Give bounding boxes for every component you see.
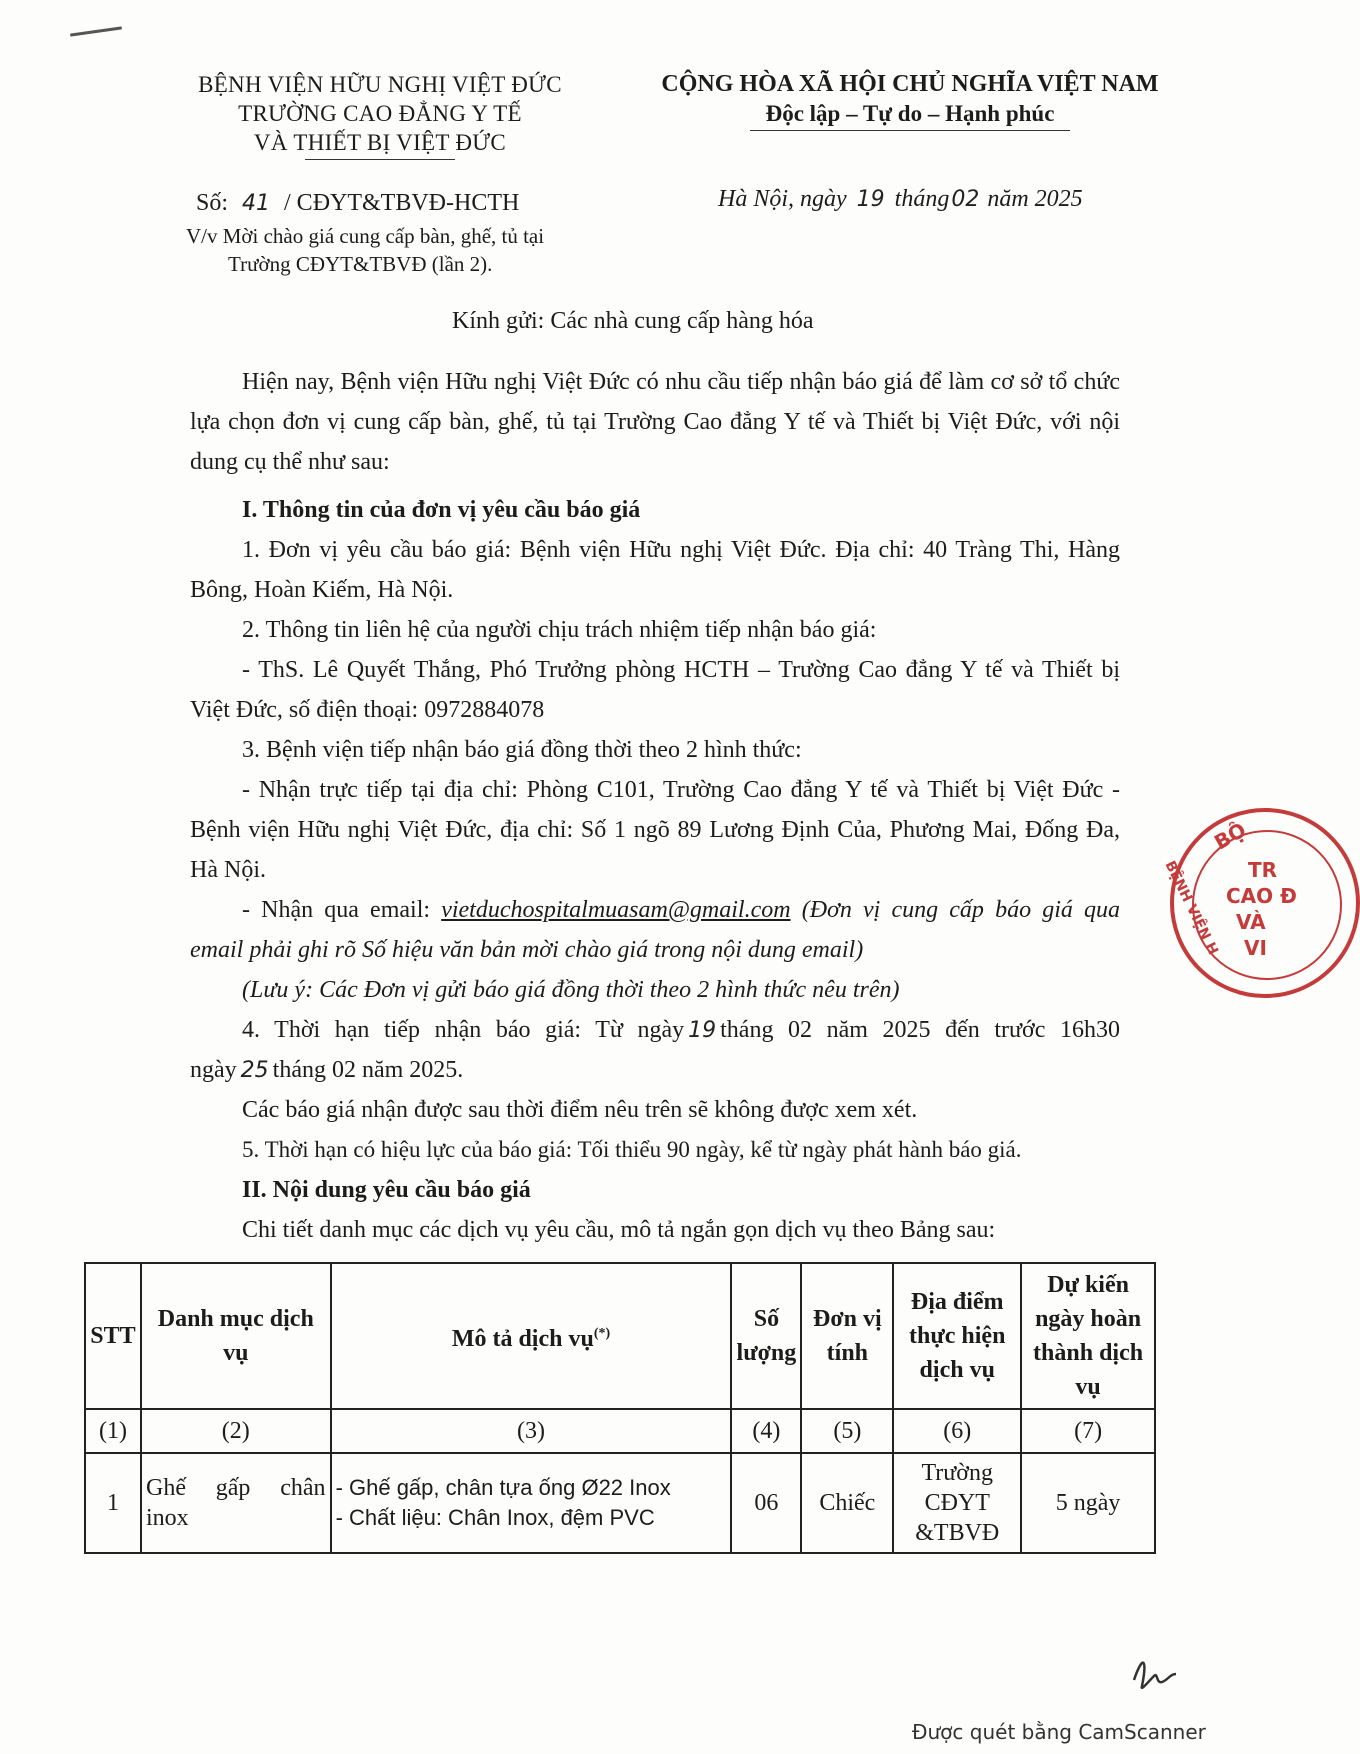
- section-2-title: II. Nội dung yêu cầu báo giá: [242, 1177, 531, 1203]
- stamp-text-1: BỘ: [1210, 817, 1251, 855]
- item-3-direct: - Nhận trực tiếp tại địa chỉ: Phòng C101, Trường Cao đẳng Y tế và Thiết bị Việt Đức - Bệnh viện Hữu nghị Việt Đức, địa chỉ: Số 1 ngõ 89 Lương Định Của, Phương Mai, Đống Đa, Hà Nội.: [190, 777, 1120, 883]
- motto-underline: [750, 130, 1070, 131]
- national-header: [640, 70, 1180, 131]
- issuer-header: [175, 70, 585, 160]
- item-3: 3. Bệnh viện tiếp nhận báo giá đồng thời theo 2 hình thức:: [242, 737, 802, 763]
- date-day-handwritten: 19: [856, 187, 885, 212]
- item-4-day-1: 19: [688, 1018, 717, 1043]
- item-2-detail: - ThS. Lê Quyết Thắng, Phó Trưởng phòng HCTH – Trường Cao đẳng Y tế và Thiết bị Việt Đức, số điện thoại: 0972884078: [190, 657, 1120, 723]
- header-category: Danh mục dịch vụ: [141, 1263, 331, 1409]
- col-number-7: (7): [1021, 1409, 1155, 1453]
- item-4-line-1: [190, 1010, 1120, 1051]
- row-description-line-2: - Chất liệu: Chân Inox, đệm PVC: [335, 1505, 655, 1530]
- item-4-part-2: tháng 02 năm 2025 đến trước 16h30: [720, 1017, 1120, 1043]
- item-3-note: (Lưu ý: Các Đơn vị gửi báo giá đồng thời theo 2 hình thức nêu trên): [242, 977, 900, 1003]
- row-quantity: 06: [731, 1453, 801, 1553]
- item-4-line-2: [190, 1050, 1120, 1091]
- stamp-text-4: VÀ: [1236, 910, 1266, 934]
- col-number-3: (3): [331, 1409, 732, 1453]
- national-title: CỘNG HÒA XÃ HỘI CHỦ NGHĨA VIỆT NAM: [661, 71, 1159, 97]
- row-stt: 1: [85, 1453, 141, 1553]
- row-completion: 5 ngày: [1021, 1453, 1155, 1553]
- section-1-title: I. Thông tin của đơn vị yêu cầu báo giá: [242, 497, 641, 523]
- item-4-part-1: 4. Thời hạn tiếp nhận báo giá: Từ ngày: [242, 1017, 685, 1043]
- item-3-email: [190, 890, 1120, 970]
- date-part-2: tháng: [894, 186, 950, 212]
- row-description-line-1: - Ghế gấp, chân tựa ống Ø22 Inox: [335, 1475, 671, 1500]
- camscanner-watermark: Được quét bằng CamScanner: [912, 1720, 1206, 1744]
- issuer-line-3: VÀ THIẾT BỊ VIỆT ĐỨC: [253, 130, 507, 155]
- email-prefix: - Nhận qua email:: [242, 897, 431, 923]
- header-description: [331, 1263, 732, 1409]
- section-2-intro: Chi tiết danh mục các dịch vụ yêu cầu, mô tả ngắn gọn dịch vụ theo Bảng sau:: [242, 1217, 996, 1243]
- table-header-row: [85, 1263, 1155, 1409]
- header-place: Địa điểm thực hiện dịch vụ: [893, 1263, 1021, 1409]
- col-number-2: (2): [141, 1409, 331, 1453]
- item-2: 2. Thông tin liên hệ của người chịu trách nhiệm tiếp nhận báo giá:: [242, 617, 877, 643]
- stamp-text-6: BỆNH VIỆN H: [1161, 858, 1221, 958]
- issuer-line-1: BỆNH VIỆN HỮU NGHỊ VIỆT ĐỨC: [198, 72, 562, 97]
- date-part-3: năm 2025: [987, 186, 1083, 212]
- document-number: [196, 190, 519, 217]
- subject: [186, 222, 544, 278]
- item-4-part-4: tháng 02 năm 2025.: [272, 1057, 464, 1083]
- issuer-line-2: TRƯỜNG CAO ĐẲNG Y TẾ: [238, 101, 522, 126]
- header-description-sup: (*): [593, 1325, 611, 1341]
- official-stamp: [1161, 808, 1360, 998]
- date-line: [718, 186, 1083, 213]
- stamp-text-5: VI: [1244, 936, 1267, 960]
- pen-mark: [70, 26, 122, 36]
- item-5: 5. Thời hạn có hiệu lực của báo giá: Tối thiểu 90 ngày, kể từ ngày phát hành báo giá.: [242, 1137, 1022, 1162]
- item-4-day-2: 25: [240, 1058, 269, 1083]
- stamp-text-3: CAO Đ: [1226, 884, 1297, 908]
- doc-number-suffix: / CĐYT&TBVĐ-HCTH: [284, 190, 520, 216]
- col-number-4: (4): [731, 1409, 801, 1453]
- recipient: Kính gửi: Các nhà cung cấp hàng hóa: [452, 308, 814, 334]
- row-unit: Chiếc: [801, 1453, 893, 1553]
- header-description-text: Mô tả dịch vụ: [451, 1325, 594, 1352]
- subject-line-1: V/v Mời chào giá cung cấp bàn, ghế, tủ tại: [186, 224, 545, 248]
- date-month-handwritten: 02: [951, 187, 980, 212]
- col-number-5: (5): [801, 1409, 893, 1453]
- national-motto: Độc lập – Tự do – Hạnh phúc: [765, 101, 1055, 126]
- date-part-1: Hà Nội, ngày: [718, 186, 847, 212]
- request-table: [84, 1262, 1156, 1554]
- late-note: Các báo giá nhận được sau thời điểm nêu trên sẽ không được xem xét.: [242, 1097, 918, 1123]
- initials-signature: [1128, 1652, 1180, 1696]
- header-stt: STT: [85, 1263, 141, 1409]
- item-4-part-3: ngày: [190, 1057, 237, 1083]
- table-number-row: [85, 1409, 1155, 1453]
- table-row: [85, 1453, 1155, 1553]
- col-number-1: (1): [85, 1409, 141, 1453]
- row-place: Trường CĐYT &TBVĐ: [893, 1453, 1021, 1553]
- item-1: 1. Đơn vị yêu cầu báo giá: Bệnh viện Hữu nghị Việt Đức. Địa chỉ: 40 Tràng Thi, Hàng Bông, Hoàn Kiếm, Hà Nội.: [190, 537, 1120, 603]
- issuer-underline: [305, 159, 455, 160]
- doc-number-handwritten: 41: [242, 191, 271, 216]
- col-number-6: (6): [893, 1409, 1021, 1453]
- doc-number-prefix: Số:: [196, 190, 229, 216]
- header-unit: Đơn vị tính: [801, 1263, 893, 1409]
- row-category: Ghế gấp chân inox: [141, 1453, 331, 1553]
- subject-line-2: Trường CĐYT&TBVĐ (lần 2).: [228, 252, 493, 276]
- intro-paragraph: Hiện nay, Bệnh viện Hữu nghị Việt Đức có nhu cầu tiếp nhận báo giá để làm cơ sở tổ chức lựa chọn đơn vị cung cấp bàn, ghế, tủ tại Trường Cao đẳng Y tế và Thiết bị Việt Đức, với nội dung cụ thể như sau:: [190, 369, 1120, 475]
- email-note: (Đơn vị cung cấp báo giá qua email phải ghi rõ Số hiệu văn bản mời chào giá trong nội dung email): [190, 897, 1121, 963]
- stamp-text-2: TR: [1248, 858, 1278, 882]
- header-completion: Dự kiến ngày hoàn thành dịch vụ: [1021, 1263, 1155, 1409]
- row-description: [331, 1453, 732, 1553]
- header-quantity: Số lượng: [731, 1263, 801, 1409]
- email-link[interactable]: vietduchospitalmuasam@gmail.com: [441, 897, 791, 923]
